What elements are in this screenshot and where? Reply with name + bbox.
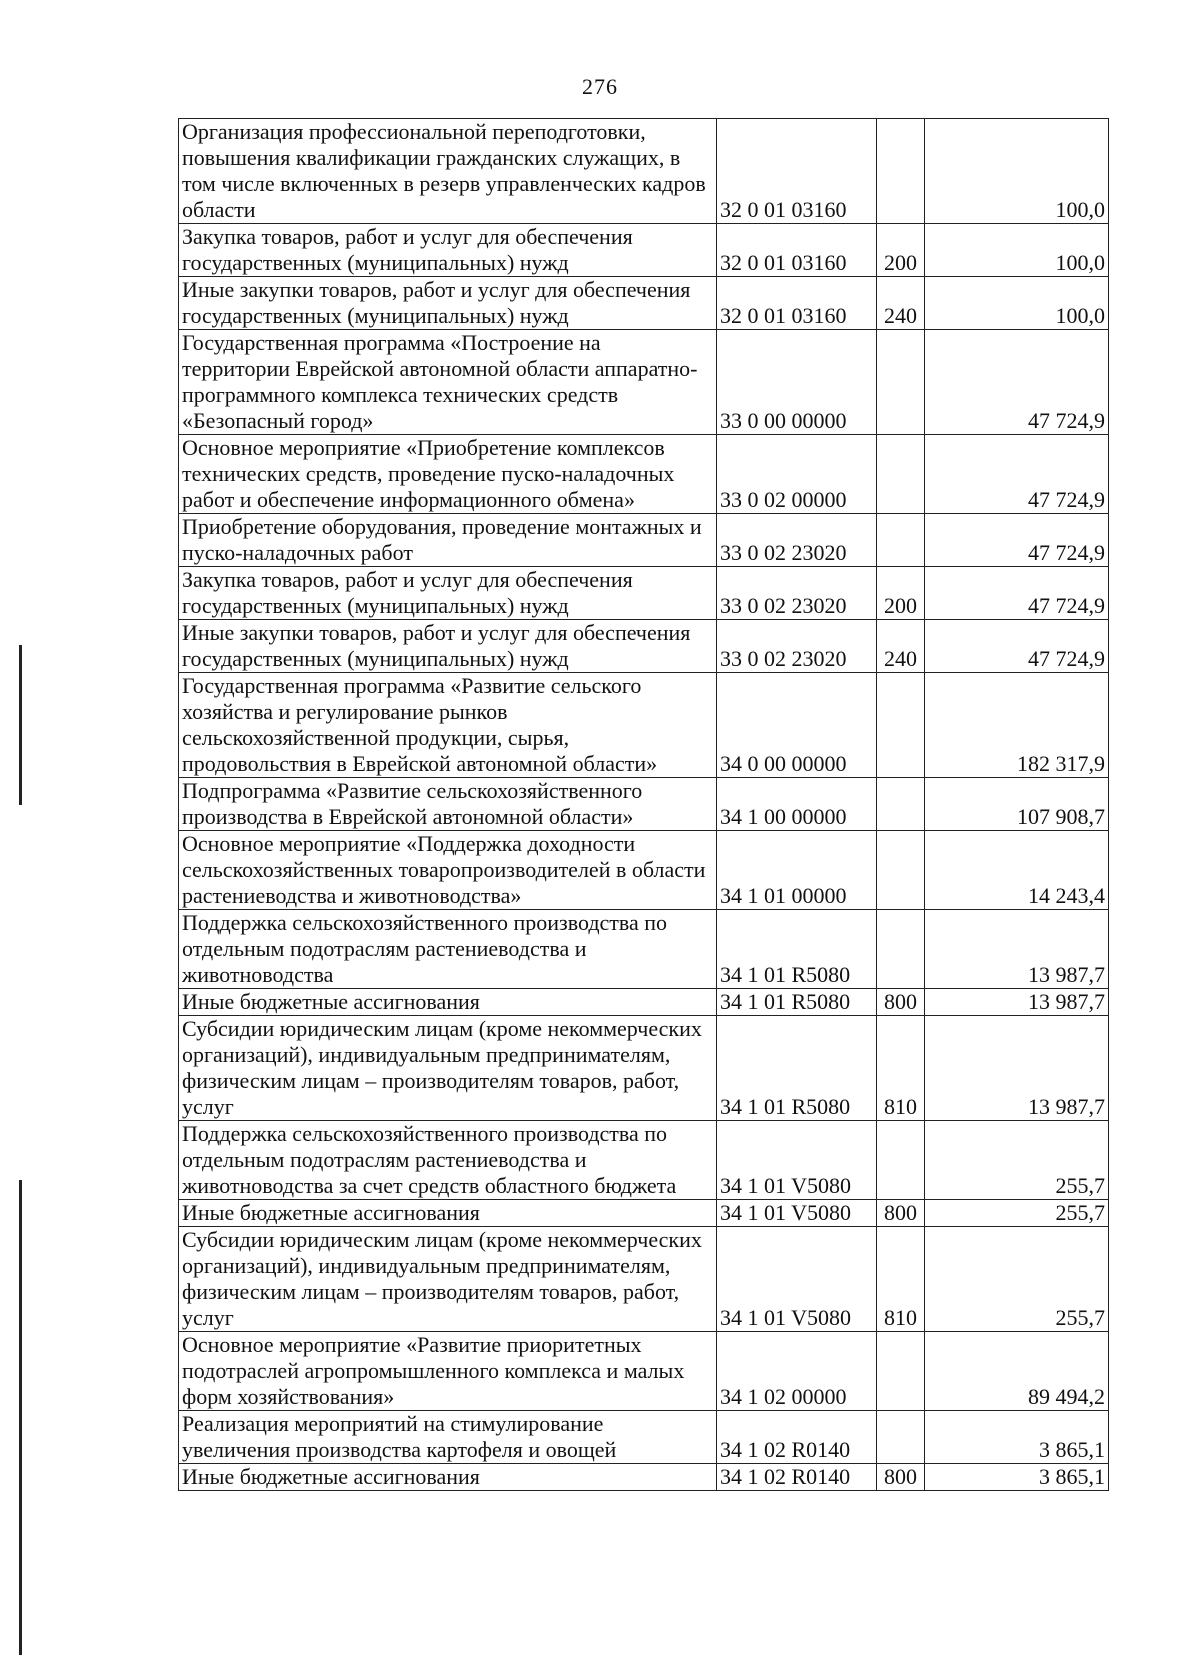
row-expense-type-cell [877, 1121, 925, 1200]
row-amount-cell: 107 908,7 [925, 778, 1109, 831]
row-name-cell: Основное мероприятие «Развитие приоритетных подотраслей агропромышленного комплекса и малых форм хозяйствования» [179, 1332, 717, 1411]
row-expense-type-cell [877, 435, 925, 514]
row-code-cell: 33 0 02 23020 [717, 567, 877, 620]
row-expense-type-cell: 810 [877, 1016, 925, 1121]
row-amount-cell: 13 987,7 [925, 1016, 1109, 1121]
row-code-cell: 34 1 00 00000 [717, 778, 877, 831]
table-row [179, 910, 1109, 989]
row-amount-cell: 13 987,7 [925, 910, 1109, 989]
scan-edge-mark-lower [19, 1180, 22, 1655]
row-expense-type-cell: 810 [877, 1227, 925, 1332]
row-amount-cell: 100,0 [925, 224, 1109, 277]
table-row [179, 435, 1109, 514]
table-row [179, 567, 1109, 620]
row-amount-cell: 182 317,9 [925, 673, 1109, 778]
row-amount-cell: 89 494,2 [925, 1332, 1109, 1411]
row-expense-type-cell: 800 [877, 1200, 925, 1227]
row-amount-cell: 47 724,9 [925, 620, 1109, 673]
table-row [179, 1411, 1109, 1464]
row-code-cell: 33 0 02 23020 [717, 620, 877, 673]
row-expense-type-cell [877, 673, 925, 778]
row-code-cell: 34 0 00 00000 [717, 673, 877, 778]
row-expense-type-cell [877, 119, 925, 224]
row-name-cell: Поддержка сельскохозяйственного производства по отдельным подотраслям растениеводства и животноводства [179, 910, 717, 989]
scan-edge-mark-upper [19, 645, 22, 805]
table-row [179, 1227, 1109, 1332]
row-code-cell: 34 1 01 00000 [717, 831, 877, 910]
budget-table [178, 118, 1109, 1491]
row-name-cell: Закупка товаров, работ и услуг для обеспечения государственных (муниципальных) нужд [179, 224, 717, 277]
row-name-cell: Подпрограмма «Развитие сельскохозяйственного производства в Еврейской автономной области» [179, 778, 717, 831]
row-expense-type-cell [877, 910, 925, 989]
row-expense-type-cell [877, 1332, 925, 1411]
row-name-cell: Приобретение оборудования, проведение монтажных и пуско-наладочных работ [179, 514, 717, 567]
row-expense-type-cell: 200 [877, 224, 925, 277]
row-code-cell: 34 1 01 R5080 [717, 989, 877, 1016]
row-name-cell: Иные бюджетные ассигнования [179, 1200, 717, 1227]
table-row [179, 831, 1109, 910]
budget-table-body [179, 119, 1109, 1491]
row-expense-type-cell: 800 [877, 1464, 925, 1491]
row-code-cell: 34 1 01 V5080 [717, 1200, 877, 1227]
row-amount-cell: 255,7 [925, 1227, 1109, 1332]
row-expense-type-cell: 240 [877, 620, 925, 673]
table-row [179, 778, 1109, 831]
row-code-cell: 34 1 01 V5080 [717, 1121, 877, 1200]
row-code-cell: 32 0 01 03160 [717, 224, 877, 277]
row-code-cell: 32 0 01 03160 [717, 119, 877, 224]
table-row [179, 224, 1109, 277]
table-row [179, 119, 1109, 224]
table-row [179, 1332, 1109, 1411]
row-amount-cell: 47 724,9 [925, 330, 1109, 435]
row-code-cell: 34 1 02 R0140 [717, 1464, 877, 1491]
row-amount-cell: 255,7 [925, 1200, 1109, 1227]
row-name-cell: Основное мероприятие «Поддержка доходности сельскохозяйственных товаропроизводителей в области растениеводства и животноводства» [179, 831, 717, 910]
table-row [179, 673, 1109, 778]
row-code-cell: 34 1 02 R0140 [717, 1411, 877, 1464]
row-amount-cell: 100,0 [925, 119, 1109, 224]
row-code-cell: 33 0 02 23020 [717, 514, 877, 567]
row-name-cell: Организация профессиональной переподготовки, повышения квалификации гражданских служащих, в том числе включенных в резерв управленческих кадров области [179, 119, 717, 224]
row-expense-type-cell [877, 1411, 925, 1464]
row-amount-cell: 47 724,9 [925, 435, 1109, 514]
row-expense-type-cell [877, 514, 925, 567]
row-code-cell: 34 1 01 R5080 [717, 910, 877, 989]
row-name-cell: Субсидии юридическим лицам (кроме некоммерческих организаций), индивидуальным предпринимателям, физическим лицам – производителям товаров, работ, услуг [179, 1016, 717, 1121]
table-row [179, 989, 1109, 1016]
row-name-cell: Иные закупки товаров, работ и услуг для обеспечения государственных (муниципальных) нужд [179, 277, 717, 330]
row-name-cell: Закупка товаров, работ и услуг для обеспечения государственных (муниципальных) нужд [179, 567, 717, 620]
row-expense-type-cell: 800 [877, 989, 925, 1016]
table-row [179, 330, 1109, 435]
row-amount-cell: 14 243,4 [925, 831, 1109, 910]
row-name-cell: Основное мероприятие «Приобретение комплексов технических средств, проведение пуско-наладочных работ и обеспечение информационного обмена» [179, 435, 717, 514]
table-row [179, 1016, 1109, 1121]
row-amount-cell: 3 865,1 [925, 1411, 1109, 1464]
row-name-cell: Субсидии юридическим лицам (кроме некоммерческих организаций), индивидуальным предпринимателям, физическим лицам – производителям товаров, работ, услуг [179, 1227, 717, 1332]
row-name-cell: Иные закупки товаров, работ и услуг для обеспечения государственных (муниципальных) нужд [179, 620, 717, 673]
row-name-cell: Иные бюджетные ассигнования [179, 1464, 717, 1491]
row-name-cell: Государственная программа «Развитие сельского хозяйства и регулирование рынков сельскохозяйственной продукции, сырья, продовольствия в Еврейской автономной области» [179, 673, 717, 778]
row-code-cell: 34 1 01 V5080 [717, 1227, 877, 1332]
table-row [179, 277, 1109, 330]
row-code-cell: 32 0 01 03160 [717, 277, 877, 330]
row-expense-type-cell: 200 [877, 567, 925, 620]
table-row [179, 1200, 1109, 1227]
row-code-cell: 33 0 00 00000 [717, 330, 877, 435]
row-expense-type-cell: 240 [877, 277, 925, 330]
row-amount-cell: 47 724,9 [925, 567, 1109, 620]
row-name-cell: Поддержка сельскохозяйственного производства по отдельным подотраслям растениеводства и животноводства за счет средств областного бюджета [179, 1121, 717, 1200]
table-row [179, 1464, 1109, 1491]
row-name-cell: Иные бюджетные ассигнования [179, 989, 717, 1016]
row-amount-cell: 100,0 [925, 277, 1109, 330]
row-expense-type-cell [877, 778, 925, 831]
table-row [179, 1121, 1109, 1200]
row-amount-cell: 255,7 [925, 1121, 1109, 1200]
row-amount-cell: 47 724,9 [925, 514, 1109, 567]
table-row [179, 514, 1109, 567]
row-name-cell: Реализация мероприятий на стимулирование увеличения производства картофеля и овощей [179, 1411, 717, 1464]
row-code-cell: 34 1 02 00000 [717, 1332, 877, 1411]
table-row [179, 620, 1109, 673]
row-name-cell: Государственная программа «Построение на территории Еврейской автономной области аппаратно-программного комплекса технических средств «Безопасный город» [179, 330, 717, 435]
row-amount-cell: 13 987,7 [925, 989, 1109, 1016]
row-code-cell: 33 0 02 00000 [717, 435, 877, 514]
row-expense-type-cell [877, 330, 925, 435]
row-expense-type-cell [877, 831, 925, 910]
row-code-cell: 34 1 01 R5080 [717, 1016, 877, 1121]
row-amount-cell: 3 865,1 [925, 1464, 1109, 1491]
page-number: 276 [582, 74, 618, 99]
